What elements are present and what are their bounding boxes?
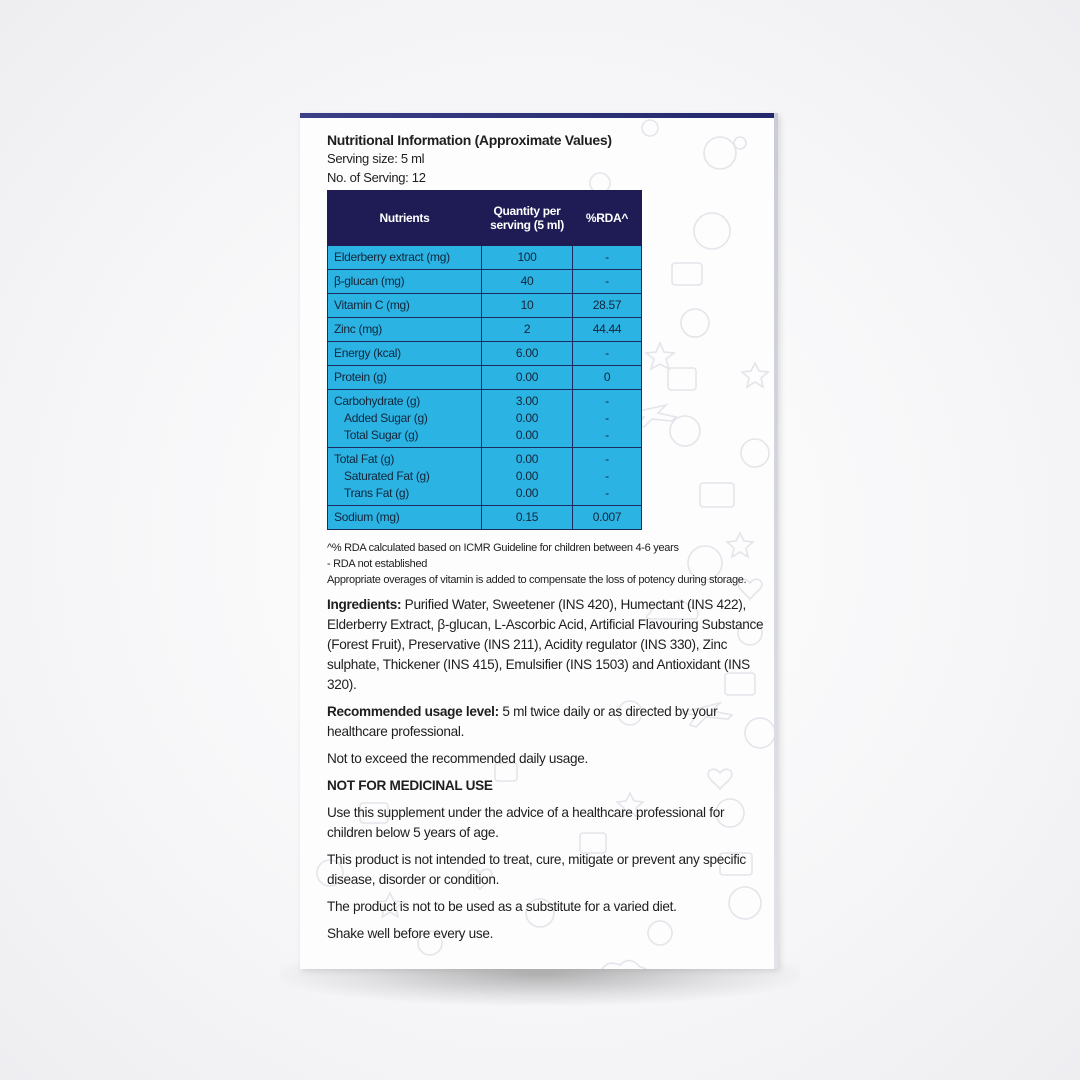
advice-statement: Use this supplement under the advice of a healthcare professional for children below 5 years of age. [327, 805, 725, 840]
nutrient-name-cell [328, 506, 482, 530]
not-intended-statement: This product is not intended to treat, cure, mitigate or prevent any specific disease, disorder or condition. [327, 852, 746, 887]
cloud-icon [596, 960, 648, 969]
nutrient-name-cell [328, 318, 482, 342]
nutrient-name-cell [328, 448, 482, 506]
box-side-edge [774, 113, 778, 969]
rda-cell [573, 390, 642, 448]
quantity-cell [482, 506, 573, 530]
nutrient-name: Vitamin C (mg) [334, 298, 410, 312]
rda-value: 0.007 [592, 510, 622, 524]
nutrient-name-cell [328, 246, 482, 270]
nutrient-name: Elderberry extract (mg) [334, 250, 450, 264]
quantity-cell [482, 318, 573, 342]
nutrition-row [328, 390, 642, 448]
nutrient-name-cell [328, 270, 482, 294]
rda-cell [573, 318, 642, 342]
ingredients-text: Purified Water, Sweetener (INS 420), Humectant (INS 422), Elderberry Extract, β-glucan, L-Ascorbic Acid, Artificial Flavouring Substance (Forest Fruit), Preservative (INS 211), Acidity regulator (INS 330), Zinc sulphate, Thickener (INS 415), Emulsifier (INS 1503) and Antioxidant (INS 320). [327, 597, 764, 692]
nutrient-name: Sodium (mg) [334, 510, 400, 524]
quantity-value: 0.00 [515, 486, 539, 500]
quantity-value: 40 [520, 274, 534, 288]
header-nutrients: Nutrients [328, 191, 482, 246]
header-quantity: Quantity per serving (5 ml) [482, 191, 573, 246]
nutrient-name: Energy (kcal) [334, 346, 401, 360]
quantity-value: 0.00 [515, 452, 539, 466]
quantity-cell [482, 342, 573, 366]
quantity-value: 0.15 [515, 510, 539, 524]
rda-value: - [605, 411, 609, 425]
rda-cell [573, 506, 642, 530]
rda-footnote: ^% RDA calculated based on ICMR Guideline for children between 4-6 years [327, 542, 679, 554]
not-medicinal-statement: NOT FOR MEDICINAL USE [327, 778, 493, 793]
serving-size: Serving size: 5 ml [327, 151, 425, 166]
rda-value: - [605, 469, 609, 483]
nutrient-name: Trans Fat (g) [344, 486, 410, 500]
nutrition-row [328, 246, 642, 270]
nutrient-name-cell [328, 342, 482, 366]
nutrition-table-header [328, 191, 642, 246]
rda-value: 28.57 [592, 298, 622, 312]
rda-value: - [605, 486, 609, 500]
nutrition-row [328, 366, 642, 390]
nutrient-name-cell [328, 366, 482, 390]
quantity-value: 100 [517, 250, 537, 264]
nutrition-heading: Nutritional Information (Approximate Values) [327, 132, 612, 148]
rda-cell [573, 294, 642, 318]
quantity-cell [482, 270, 573, 294]
quantity-cell [482, 246, 573, 270]
rda-not-established-note: - RDA not established [327, 558, 428, 570]
nutrient-name-cell [328, 390, 482, 448]
nutrient-name: Saturated Fat (g) [344, 469, 430, 483]
usage-section [327, 702, 767, 742]
nutrition-row [328, 342, 642, 366]
nutrition-table [327, 190, 642, 530]
quantity-value: 10 [520, 298, 534, 312]
nutrition-row [328, 270, 642, 294]
nutrient-name: Total Sugar (g) [344, 428, 419, 442]
product-box-panel [300, 113, 778, 969]
rda-value: - [605, 452, 609, 466]
quantity-cell [482, 294, 573, 318]
quantity-value: 2 [523, 322, 531, 336]
rda-value: - [605, 274, 609, 288]
usage-text: 5 ml twice daily or as directed by your healthcare professional. [327, 704, 718, 739]
box-top-edge [300, 113, 778, 118]
quantity-cell [482, 390, 573, 448]
servings-count: No. of Serving: 12 [327, 170, 426, 185]
rda-cell [573, 270, 642, 294]
nutrition-table-body [328, 246, 642, 530]
rda-value: - [605, 346, 609, 360]
quantity-value: 6.00 [515, 346, 539, 360]
shake-statement: Shake well before every use. [327, 926, 494, 941]
nutrient-name: Zinc (mg) [334, 322, 382, 336]
nutrition-row [328, 448, 642, 506]
ingredients-section [327, 595, 767, 695]
nutrient-name: Total Fat (g) [334, 452, 395, 466]
nutrition-row [328, 318, 642, 342]
rda-cell [573, 366, 642, 390]
nutrient-name: Protein (g) [334, 370, 387, 384]
overage-note: Appropriate overages of vitamin is added to compensate the loss of potency during storage. [327, 574, 747, 586]
rda-value: - [605, 394, 609, 408]
ingredients-label: Ingredients: [327, 597, 402, 612]
quantity-value: 0.00 [515, 411, 539, 425]
quantity-value: 0.00 [515, 428, 539, 442]
rda-value: - [605, 250, 609, 264]
nutrient-name: Carbohydrate (g) [334, 394, 420, 408]
not-exceed-statement: Not to exceed the recommended daily usage. [327, 751, 588, 766]
nutrient-name: β-glucan (mg) [334, 274, 405, 288]
not-substitute-statement: The product is not to be used as a substitute for a varied diet. [327, 899, 677, 914]
quantity-value: 0.00 [515, 469, 539, 483]
rda-cell [573, 342, 642, 366]
table-footnotes [327, 540, 767, 588]
nutrient-name-cell [328, 294, 482, 318]
quantity-cell [482, 366, 573, 390]
rda-cell [573, 246, 642, 270]
rda-cell [573, 448, 642, 506]
rda-value: 44.44 [592, 322, 622, 336]
quantity-cell [482, 448, 573, 506]
nutrition-row [328, 294, 642, 318]
usage-label: Recommended usage level: [327, 704, 499, 719]
quantity-value: 3.00 [515, 394, 539, 408]
label-content [327, 131, 767, 944]
nutrient-name: Added Sugar (g) [344, 411, 428, 425]
header-rda: %RDA^ [573, 191, 642, 246]
nutrition-row [328, 506, 642, 530]
quantity-value: 0.00 [515, 370, 539, 384]
rda-value: - [605, 428, 609, 442]
rda-value: 0 [603, 370, 611, 384]
